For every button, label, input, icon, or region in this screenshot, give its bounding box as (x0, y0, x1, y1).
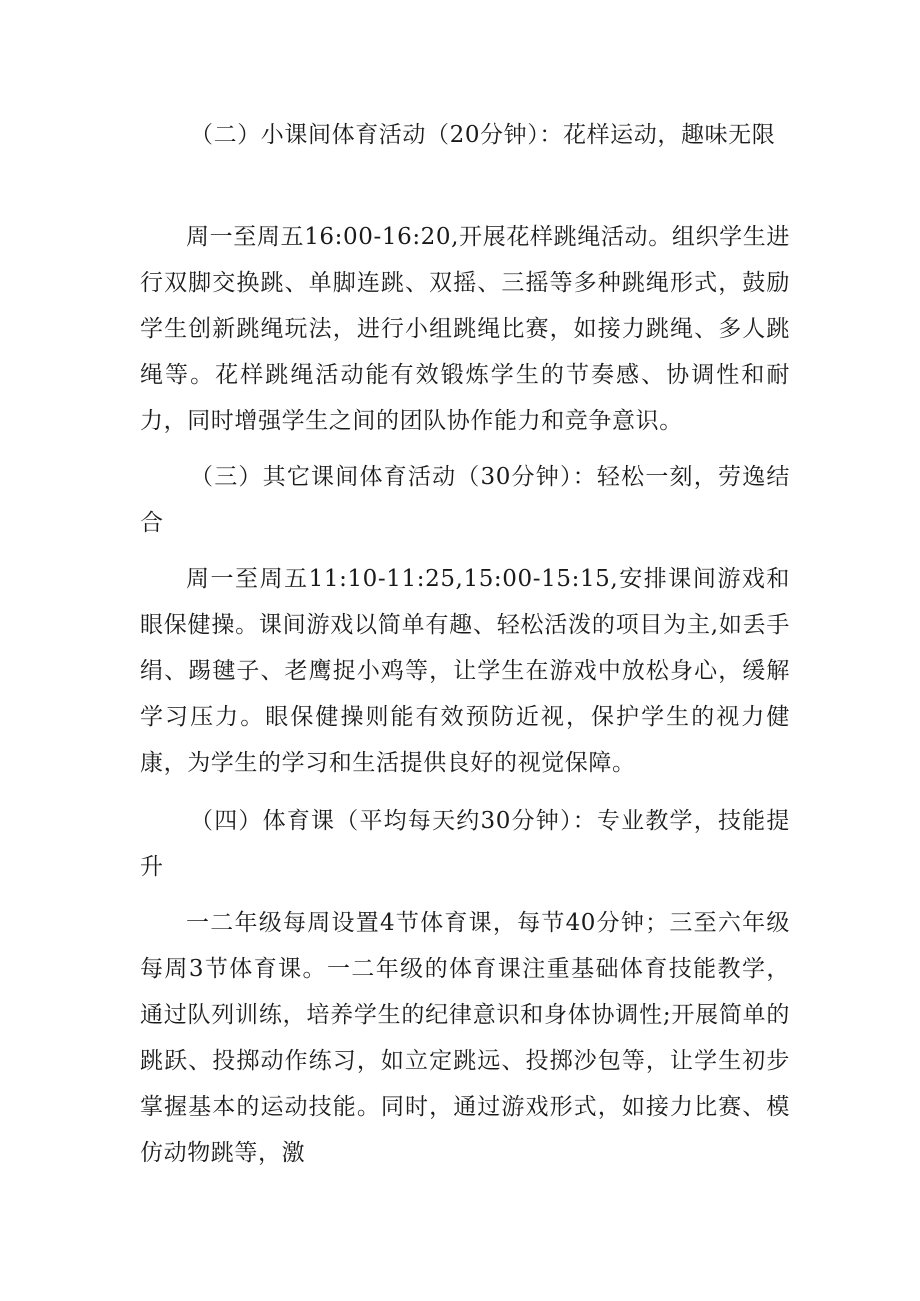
section-body-2: 周一至周五16:00-16:20,开展花样跳绳活动。组织学生进行双脚交换跳、单脚连跳、双摇、三摇等多种跳绳形式，鼓励学生创新跳绳玩法，进行小组跳绳比赛，如接力跳绳、多人跳绳等。花样跳绳活动能有效锻炼学生的节奏感、协调性和耐力，同时增强学生之间的团队协作能力和竞争意识。 (140, 224, 790, 434)
section-heading-2: （二）小课间体育活动（20分钟）：花样运动，趣味无限 (190, 122, 776, 148)
section-heading-4: （四）体育课（平均每天约30分钟）：专业教学，技能提升 (140, 808, 790, 880)
section-body-3: 周一至周五11:10-11:25,15:00-15:15,安排课间游戏和眼保健操。课间游戏以简单有趣、轻松活泼的项目为主,如丢手绢、踢毽子、老鹰捉小鸡等，让学生在游戏中放松身心，缓解学习压力。眼保健操则能有效预防近视，保护学生的视力健康，为学生的学习和生活提供良好的视觉保障。 (140, 566, 790, 776)
section-body-4: 一二年级每周设置4节体育课，每节40分钟；三至六年级每周3节体育课。一二年级的体育课注重基础体育技能教学，通过队列训练，培养学生的纪律意识和身体协调性;开展简单的跳跃、投掷动作练习，如立定跳远、投掷沙包等，让学生初步掌握基本的运动技能。同时，通过游戏形式，如接力比赛、模仿动物跳等，激 (140, 910, 790, 1166)
section-heading-3: （三）其它课间体育活动（30分钟）：轻松一刻，劳逸结合 (140, 464, 790, 536)
